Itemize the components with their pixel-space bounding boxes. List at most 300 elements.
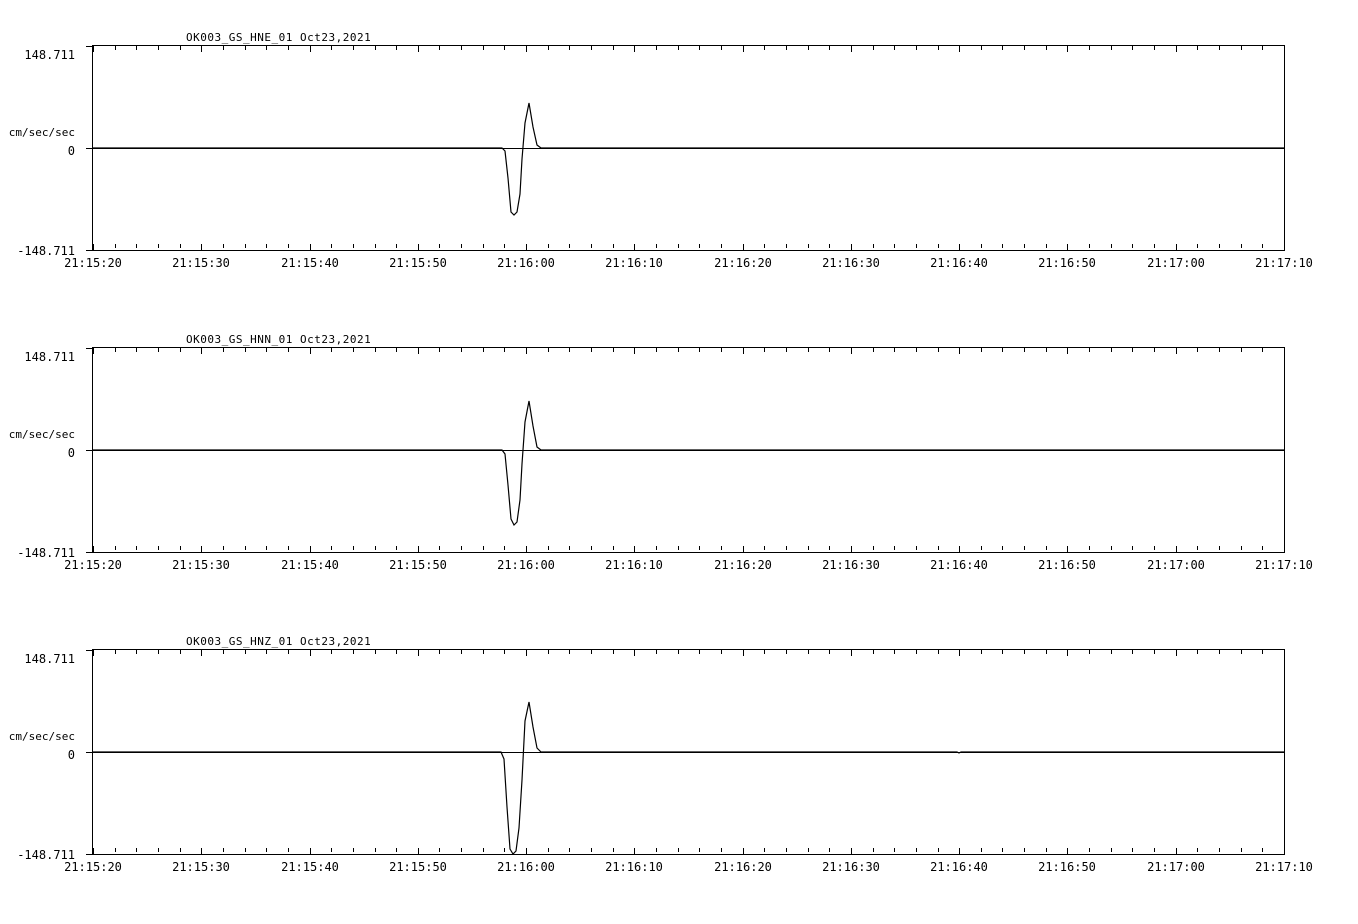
x-axis-minor-tick	[136, 244, 137, 248]
x-axis-minor-tick	[1089, 244, 1090, 248]
x-axis-minor-tick	[764, 46, 765, 50]
x-axis-tick-label: 21:15:30	[172, 256, 230, 270]
x-axis-minor-tick	[1111, 46, 1112, 50]
chart-panel-hnn	[0, 302, 1358, 592]
x-axis-minor-tick	[504, 348, 505, 352]
x-axis-minor-tick	[699, 546, 700, 550]
x-axis-minor-tick	[375, 244, 376, 248]
x-axis-minor-tick	[894, 650, 895, 654]
x-axis-minor-tick	[829, 46, 830, 50]
x-axis-minor-tick	[1089, 348, 1090, 352]
x-axis-minor-tick	[1219, 546, 1220, 550]
x-axis-minor-tick	[331, 650, 332, 654]
x-axis-minor-tick	[461, 650, 462, 654]
y-axis-max-label: 148.711	[24, 350, 75, 364]
x-axis-minor-tick	[1197, 46, 1198, 50]
x-axis-tick	[418, 348, 419, 354]
x-axis-minor-tick	[656, 244, 657, 248]
x-axis-minor-tick	[548, 46, 549, 50]
x-axis-tick	[1176, 348, 1177, 354]
chart-title: OK003_GS_HNN_01 Oct23,2021	[186, 333, 372, 346]
x-axis-minor-tick	[245, 244, 246, 248]
y-axis-min-label: -148.711	[17, 546, 75, 560]
x-axis-minor-tick	[678, 348, 679, 352]
x-axis-tick	[634, 650, 635, 656]
x-axis-tick	[93, 244, 94, 250]
x-axis-minor-tick	[1154, 848, 1155, 852]
x-axis-tick-label: 21:15:20	[64, 860, 122, 874]
x-axis-tick-label: 21:16:00	[497, 558, 555, 572]
x-axis-minor-tick	[483, 244, 484, 248]
x-axis-tick	[851, 848, 852, 854]
x-axis-tick	[310, 46, 311, 52]
x-axis-minor-tick	[483, 848, 484, 852]
y-axis-zero-label: 0	[67, 144, 75, 158]
x-axis-minor-tick	[439, 348, 440, 352]
x-axis-tick-label: 21:16:30	[822, 256, 880, 270]
x-axis-tick-label: 21:17:00	[1147, 558, 1205, 572]
x-axis-minor-tick	[180, 546, 181, 550]
x-axis-minor-tick	[288, 348, 289, 352]
x-axis-minor-tick	[158, 244, 159, 248]
x-axis-minor-tick	[1132, 546, 1133, 550]
x-axis-tick	[201, 46, 202, 52]
x-axis-tick-label: 21:16:40	[930, 256, 988, 270]
x-axis-minor-tick	[461, 244, 462, 248]
x-axis-minor-tick	[223, 650, 224, 654]
x-axis-minor-tick	[548, 650, 549, 654]
x-axis-tick-label: 21:15:20	[64, 558, 122, 572]
x-axis-minor-tick	[981, 244, 982, 248]
x-axis-minor-tick	[461, 348, 462, 352]
x-axis-tick	[851, 650, 852, 656]
x-axis-minor-tick	[916, 244, 917, 248]
x-axis-minor-tick	[591, 848, 592, 852]
x-axis-minor-tick	[1262, 244, 1263, 248]
x-axis-tick	[959, 348, 960, 354]
x-axis-minor-tick	[786, 348, 787, 352]
x-axis-tick-label: 21:15:40	[281, 256, 339, 270]
x-axis-tick-label: 21:17:10	[1255, 558, 1313, 572]
x-axis-tick	[959, 46, 960, 52]
y-axis-zero-label: 0	[67, 446, 75, 460]
x-axis-minor-tick	[1002, 46, 1003, 50]
waveform-svg	[92, 347, 1285, 553]
x-axis-minor-tick	[764, 848, 765, 852]
x-axis-minor-tick	[461, 46, 462, 50]
y-axis-max-label: 148.711	[24, 48, 75, 62]
x-axis-minor-tick	[829, 650, 830, 654]
x-axis-tick	[959, 650, 960, 656]
x-axis-minor-tick	[786, 650, 787, 654]
y-axis-tick	[86, 46, 92, 47]
x-axis-tick	[310, 848, 311, 854]
x-axis-minor-tick	[1002, 848, 1003, 852]
x-axis-minor-tick	[1089, 650, 1090, 654]
x-axis-tick	[743, 848, 744, 854]
x-axis-tick	[1176, 650, 1177, 656]
x-axis-minor-tick	[1219, 244, 1220, 248]
x-axis-minor-tick	[591, 244, 592, 248]
x-axis-minor-tick	[1046, 650, 1047, 654]
x-axis-tick-label: 21:16:30	[822, 558, 880, 572]
x-axis-minor-tick	[873, 848, 874, 852]
x-axis-tick	[1284, 848, 1285, 854]
x-axis-tick	[1176, 244, 1177, 250]
x-axis-minor-tick	[591, 348, 592, 352]
x-axis-minor-tick	[721, 244, 722, 248]
x-axis-tick	[959, 244, 960, 250]
x-axis-tick	[743, 650, 744, 656]
x-axis-minor-tick	[1002, 244, 1003, 248]
x-axis-minor-tick	[699, 46, 700, 50]
x-axis-tick-label: 21:16:20	[714, 256, 772, 270]
x-axis-minor-tick	[504, 650, 505, 654]
x-axis-tick	[1284, 650, 1285, 656]
x-axis-tick	[201, 348, 202, 354]
x-axis-minor-tick	[461, 546, 462, 550]
x-axis-tick-label: 21:16:10	[605, 558, 663, 572]
x-axis-minor-tick	[115, 348, 116, 352]
x-axis-minor-tick	[375, 650, 376, 654]
x-axis-minor-tick	[353, 244, 354, 248]
x-axis-tick	[310, 348, 311, 354]
x-axis-tick	[310, 244, 311, 250]
x-axis-minor-tick	[1046, 546, 1047, 550]
x-axis-minor-tick	[115, 650, 116, 654]
x-axis-minor-tick	[916, 848, 917, 852]
chart-panel-hnz	[0, 604, 1358, 894]
x-axis-minor-tick	[916, 348, 917, 352]
x-axis-minor-tick	[613, 46, 614, 50]
x-axis-minor-tick	[504, 244, 505, 248]
y-axis-zero-label: 0	[67, 748, 75, 762]
x-axis-minor-tick	[613, 546, 614, 550]
x-axis-tick	[310, 650, 311, 656]
x-axis-minor-tick	[1111, 348, 1112, 352]
x-axis-minor-tick	[764, 650, 765, 654]
x-axis-minor-tick	[829, 546, 830, 550]
x-axis-minor-tick	[569, 848, 570, 852]
x-axis-minor-tick	[808, 46, 809, 50]
x-axis-tick	[1067, 848, 1068, 854]
x-axis-tick	[851, 46, 852, 52]
y-axis-tick	[86, 552, 92, 553]
x-axis-tick	[93, 650, 94, 656]
x-axis-tick-label: 21:16:10	[605, 256, 663, 270]
y-axis-units-label: cm/sec/sec	[8, 428, 75, 441]
x-axis-minor-tick	[158, 650, 159, 654]
x-axis-minor-tick	[1241, 348, 1242, 352]
x-axis-minor-tick	[1002, 546, 1003, 550]
x-axis-minor-tick	[613, 848, 614, 852]
x-axis-tick	[201, 244, 202, 250]
x-axis-tick-label: 21:16:50	[1038, 860, 1096, 874]
y-axis-tick	[86, 752, 92, 753]
x-axis-minor-tick	[829, 848, 830, 852]
x-axis-minor-tick	[1241, 244, 1242, 248]
x-axis-minor-tick	[1132, 848, 1133, 852]
x-axis-minor-tick	[223, 46, 224, 50]
x-axis-tick-label: 21:15:20	[64, 256, 122, 270]
x-axis-minor-tick	[873, 244, 874, 248]
x-axis-minor-tick	[1197, 650, 1198, 654]
x-axis-minor-tick	[1024, 650, 1025, 654]
x-axis-minor-tick	[1046, 244, 1047, 248]
x-axis-minor-tick	[678, 244, 679, 248]
x-axis-minor-tick	[569, 244, 570, 248]
x-axis-minor-tick	[115, 46, 116, 50]
x-axis-tick	[418, 546, 419, 552]
x-axis-minor-tick	[1154, 244, 1155, 248]
x-axis-minor-tick	[1046, 848, 1047, 852]
x-axis-minor-tick	[1219, 46, 1220, 50]
x-axis-minor-tick	[136, 348, 137, 352]
x-axis-tick	[634, 848, 635, 854]
x-axis-tick	[743, 546, 744, 552]
x-axis-minor-tick	[569, 348, 570, 352]
x-axis-tick	[418, 244, 419, 250]
x-axis-tick	[93, 546, 94, 552]
x-axis-minor-tick	[786, 46, 787, 50]
x-axis-minor-tick	[353, 46, 354, 50]
x-axis-minor-tick	[916, 46, 917, 50]
x-axis-minor-tick	[1197, 546, 1198, 550]
x-axis-minor-tick	[808, 348, 809, 352]
x-axis-minor-tick	[1111, 650, 1112, 654]
x-axis-tick-label: 21:16:20	[714, 558, 772, 572]
x-axis-minor-tick	[591, 650, 592, 654]
x-axis-minor-tick	[981, 46, 982, 50]
x-axis-minor-tick	[396, 46, 397, 50]
x-axis-minor-tick	[548, 244, 549, 248]
x-axis-tick-label: 21:16:00	[497, 256, 555, 270]
x-axis-tick-label: 21:16:00	[497, 860, 555, 874]
x-axis-minor-tick	[938, 348, 939, 352]
x-axis-minor-tick	[1241, 848, 1242, 852]
x-axis-minor-tick	[1154, 348, 1155, 352]
x-axis-tick	[1067, 348, 1068, 354]
x-axis-tick-label: 21:16:50	[1038, 256, 1096, 270]
x-axis-minor-tick	[223, 244, 224, 248]
x-axis-minor-tick	[613, 650, 614, 654]
x-axis-tick	[634, 46, 635, 52]
x-axis-minor-tick	[873, 348, 874, 352]
chart-title: OK003_GS_HNE_01 Oct23,2021	[186, 31, 372, 44]
x-axis-tick	[201, 546, 202, 552]
x-axis-minor-tick	[439, 46, 440, 50]
x-axis-minor-tick	[1154, 546, 1155, 550]
x-axis-minor-tick	[483, 546, 484, 550]
x-axis-tick	[526, 848, 527, 854]
x-axis-minor-tick	[764, 244, 765, 248]
x-axis-minor-tick	[245, 650, 246, 654]
x-axis-minor-tick	[158, 848, 159, 852]
x-axis-minor-tick	[266, 244, 267, 248]
y-axis-tick	[86, 854, 92, 855]
x-axis-tick	[1067, 244, 1068, 250]
x-axis-tick	[1284, 244, 1285, 250]
x-axis-minor-tick	[721, 650, 722, 654]
x-axis-minor-tick	[699, 244, 700, 248]
x-axis-minor-tick	[353, 348, 354, 352]
x-axis-minor-tick	[764, 348, 765, 352]
x-axis-minor-tick	[288, 546, 289, 550]
x-axis-minor-tick	[115, 546, 116, 550]
x-axis-minor-tick	[808, 650, 809, 654]
y-axis-min-label: -148.711	[17, 244, 75, 258]
x-axis-minor-tick	[266, 46, 267, 50]
x-axis-minor-tick	[656, 650, 657, 654]
x-axis-minor-tick	[1132, 46, 1133, 50]
x-axis-minor-tick	[1024, 848, 1025, 852]
x-axis-minor-tick	[1024, 46, 1025, 50]
x-axis-minor-tick	[396, 650, 397, 654]
x-axis-minor-tick	[1219, 650, 1220, 654]
x-axis-tick-label: 21:16:10	[605, 860, 663, 874]
x-axis-minor-tick	[245, 46, 246, 50]
x-axis-tick	[93, 46, 94, 52]
x-axis-minor-tick	[981, 546, 982, 550]
x-axis-tick-label: 21:17:10	[1255, 860, 1313, 874]
x-axis-minor-tick	[331, 348, 332, 352]
x-axis-minor-tick	[115, 244, 116, 248]
x-axis-tick-label: 21:16:40	[930, 558, 988, 572]
x-axis-minor-tick	[1197, 244, 1198, 248]
x-axis-tick	[1284, 348, 1285, 354]
x-axis-minor-tick	[245, 348, 246, 352]
x-axis-minor-tick	[1219, 848, 1220, 852]
x-axis-minor-tick	[353, 848, 354, 852]
x-axis-minor-tick	[981, 348, 982, 352]
x-axis-minor-tick	[1089, 46, 1090, 50]
x-axis-tick	[93, 848, 94, 854]
waveform-svg	[92, 649, 1285, 855]
x-axis-minor-tick	[483, 46, 484, 50]
x-axis-minor-tick	[721, 348, 722, 352]
x-axis-minor-tick	[1197, 348, 1198, 352]
x-axis-minor-tick	[1241, 46, 1242, 50]
x-axis-minor-tick	[483, 348, 484, 352]
x-axis-minor-tick	[894, 244, 895, 248]
x-axis-minor-tick	[396, 848, 397, 852]
x-axis-minor-tick	[808, 848, 809, 852]
x-axis-minor-tick	[873, 46, 874, 50]
x-axis-minor-tick	[808, 546, 809, 550]
x-axis-minor-tick	[1024, 546, 1025, 550]
x-axis-tick-label: 21:15:40	[281, 558, 339, 572]
x-axis-minor-tick	[439, 546, 440, 550]
x-axis-minor-tick	[1046, 348, 1047, 352]
x-axis-minor-tick	[331, 46, 332, 50]
x-axis-tick	[526, 546, 527, 552]
x-axis-minor-tick	[678, 848, 679, 852]
x-axis-minor-tick	[699, 848, 700, 852]
x-axis-minor-tick	[1154, 46, 1155, 50]
x-axis-minor-tick	[678, 650, 679, 654]
x-axis-tick	[634, 244, 635, 250]
x-axis-tick	[418, 650, 419, 656]
x-axis-minor-tick	[1024, 348, 1025, 352]
x-axis-minor-tick	[1002, 650, 1003, 654]
x-axis-tick	[418, 848, 419, 854]
x-axis-tick	[743, 348, 744, 354]
waveform-svg	[92, 45, 1285, 251]
x-axis-minor-tick	[548, 546, 549, 550]
x-axis-minor-tick	[721, 46, 722, 50]
x-axis-minor-tick	[180, 848, 181, 852]
x-axis-minor-tick	[1241, 546, 1242, 550]
x-axis-tick	[634, 546, 635, 552]
y-axis-tick	[86, 348, 92, 349]
x-axis-minor-tick	[180, 46, 181, 50]
x-axis-minor-tick	[136, 848, 137, 852]
x-axis-minor-tick	[569, 650, 570, 654]
x-axis-tick-label: 21:17:10	[1255, 256, 1313, 270]
x-axis-tick	[526, 244, 527, 250]
y-axis-max-label: 148.711	[24, 652, 75, 666]
x-axis-tick-label: 21:15:50	[389, 256, 447, 270]
x-axis-minor-tick	[786, 546, 787, 550]
x-axis-tick	[959, 848, 960, 854]
y-axis-tick	[86, 650, 92, 651]
x-axis-minor-tick	[938, 650, 939, 654]
x-axis-minor-tick	[894, 46, 895, 50]
x-axis-minor-tick	[396, 348, 397, 352]
x-axis-minor-tick	[786, 848, 787, 852]
x-axis-minor-tick	[158, 46, 159, 50]
x-axis-minor-tick	[353, 650, 354, 654]
x-axis-tick	[851, 244, 852, 250]
x-axis-minor-tick	[158, 546, 159, 550]
x-axis-tick	[1067, 546, 1068, 552]
x-axis-minor-tick	[439, 650, 440, 654]
x-axis-minor-tick	[916, 546, 917, 550]
x-axis-tick-label: 21:16:40	[930, 860, 988, 874]
chart-title: OK003_GS_HNZ_01 Oct23,2021	[186, 635, 372, 648]
x-axis-minor-tick	[266, 650, 267, 654]
x-axis-minor-tick	[396, 244, 397, 248]
x-axis-minor-tick	[656, 348, 657, 352]
x-axis-minor-tick	[158, 348, 159, 352]
x-axis-minor-tick	[656, 546, 657, 550]
x-axis-tick-label: 21:15:40	[281, 860, 339, 874]
x-axis-minor-tick	[699, 348, 700, 352]
x-axis-minor-tick	[656, 46, 657, 50]
x-axis-minor-tick	[375, 348, 376, 352]
x-axis-minor-tick	[396, 546, 397, 550]
x-axis-tick	[526, 46, 527, 52]
x-axis-minor-tick	[981, 848, 982, 852]
x-axis-minor-tick	[1089, 546, 1090, 550]
x-axis-minor-tick	[894, 546, 895, 550]
x-axis-minor-tick	[721, 546, 722, 550]
x-axis-minor-tick	[375, 46, 376, 50]
x-axis-minor-tick	[1154, 650, 1155, 654]
x-axis-minor-tick	[1262, 546, 1263, 550]
x-axis-minor-tick	[569, 546, 570, 550]
waveform-trace-hnn	[92, 347, 1285, 553]
x-axis-minor-tick	[1132, 650, 1133, 654]
x-axis-minor-tick	[115, 848, 116, 852]
x-axis-minor-tick	[786, 244, 787, 248]
x-axis-tick	[526, 650, 527, 656]
y-axis-tick	[86, 250, 92, 251]
x-axis-minor-tick	[1197, 848, 1198, 852]
x-axis-minor-tick	[938, 244, 939, 248]
x-axis-minor-tick	[1111, 244, 1112, 248]
x-axis-minor-tick	[331, 848, 332, 852]
